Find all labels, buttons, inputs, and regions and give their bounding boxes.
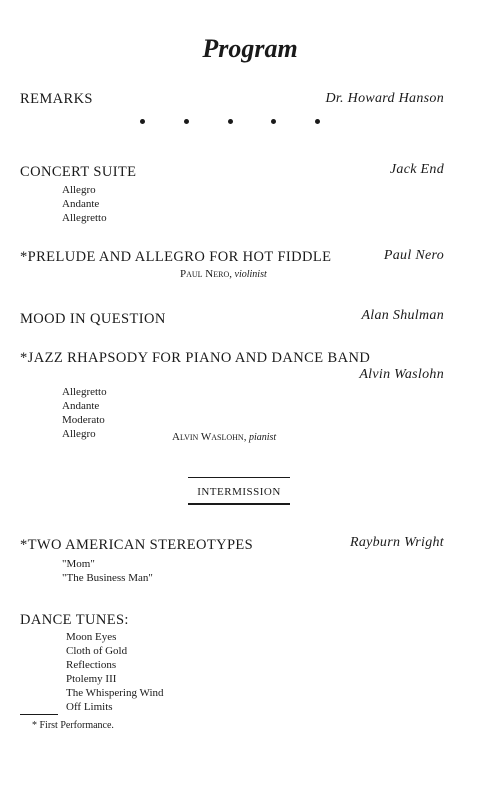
page-title: Program <box>202 34 298 63</box>
composer-alvin-waslohn: Alvin Waslohn <box>359 367 444 382</box>
remarks-label: REMARKS <box>20 91 93 107</box>
intermission-rule-bottom <box>188 503 290 505</box>
performer-name: Alvin Waslohn, <box>172 431 247 443</box>
work-title-mood: MOOD IN QUESTION <box>20 311 166 327</box>
movement: Moderato <box>62 414 105 426</box>
footnote-rule <box>20 714 58 715</box>
separator-dot <box>315 119 320 124</box>
tune: Ptolemy III <box>66 673 117 685</box>
composer-paul-nero: Paul Nero <box>383 248 444 263</box>
separator-dot <box>184 119 189 124</box>
composer-jack-end: Jack End <box>389 162 444 177</box>
performer-name: Paul Nero, <box>180 268 233 280</box>
work-title-stereotypes: *TWO AMERICAN STEREOTYPES <box>20 537 254 553</box>
composer-alan-shulman: Alan Shulman <box>361 308 444 323</box>
work-title-prelude: *PRELUDE AND ALLEGRO FOR HOT FIDDLE <box>20 249 332 265</box>
footnote: * First Performance. <box>32 720 114 731</box>
tune-list <box>66 630 164 714</box>
separator-dot <box>140 119 145 124</box>
tune: Moon Eyes <box>66 631 117 643</box>
part-list <box>62 557 153 585</box>
performer-credit <box>180 268 267 280</box>
composer-rayburn-wright: Rayburn Wright <box>349 535 444 550</box>
movement: Allegretto <box>62 386 107 398</box>
separator-dot <box>228 119 233 124</box>
movement: Allegro <box>62 184 96 196</box>
tune: Cloth of Gold <box>66 645 128 657</box>
movement: Allegretto <box>62 212 107 224</box>
tune: Off Limits <box>66 701 113 713</box>
separator-dot <box>271 119 276 124</box>
performer-role: violinist <box>234 269 267 280</box>
work-title-jazz-rhapsody: *JAZZ RHAPSODY FOR PIANO AND DANCE BAND <box>20 350 371 366</box>
tune: Reflections <box>66 659 117 671</box>
intermission-label: INTERMISSION <box>197 486 281 498</box>
part: "Mom" <box>62 558 95 570</box>
part: "The Business Man" <box>62 572 153 584</box>
movement: Andante <box>62 198 100 210</box>
intermission-rule-top <box>188 477 290 478</box>
work-title-concert-suite: CONCERT SUITE <box>20 164 137 180</box>
movement-list <box>62 385 107 441</box>
tune: The Whispering Wind <box>66 687 164 699</box>
performer-credit <box>172 431 276 443</box>
work-title-dance-tunes: DANCE TUNES: <box>20 612 129 628</box>
movement: Allegro <box>62 428 96 440</box>
remarks-speaker: Dr. Howard Hanson <box>325 91 444 106</box>
movement-list <box>62 183 107 225</box>
performer-role: pianist <box>248 432 277 443</box>
movement: Andante <box>62 400 100 412</box>
dot-separator <box>140 119 320 124</box>
